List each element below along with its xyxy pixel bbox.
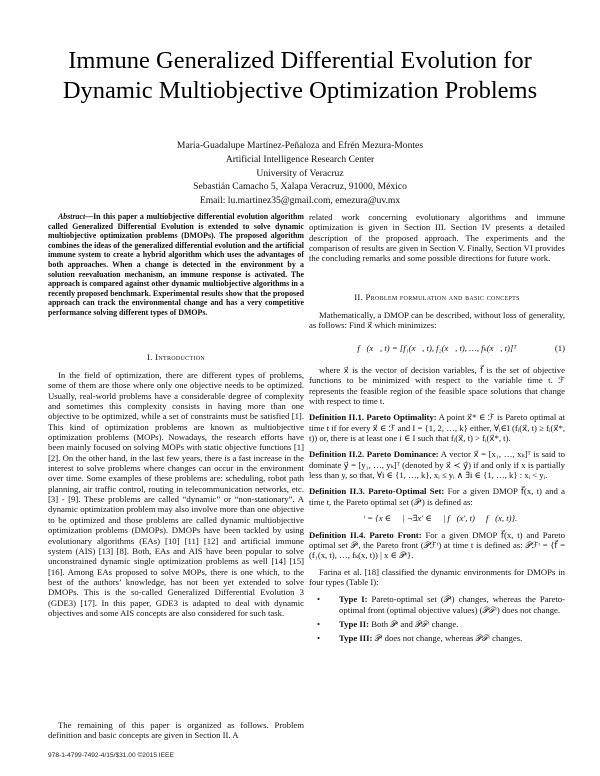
- affiliation-1: Artificial Intelligence Research Center: [225, 154, 375, 166]
- definition-1-text: A point x⃗* ∈ ℱ is Pareto optimal at time t if for every x⃗ ∈ ℱ and I = {1, 2, …, k} either, ∀ᵢ∈I (fᵢ(x⃗, t) ≥ fᵢ(x⃗*, t)) or, there is at least one i ∈ I such that fᵢ(x⃗, t) > fᵢ(x⃗*, t).: [309, 412, 565, 444]
- type-2-text: Both 𝒫ᵗ and 𝒫ℱᵗ change.: [369, 618, 459, 629]
- author-email: Email: lu.martinez35@gmail.com, emezura@uv.mx: [199, 194, 401, 206]
- section-1-para-2-right: [309, 212, 565, 264]
- equation-1-explanation: where x⃗ is the vector of decision variables, f⃗ is the set of objective functions to be minimized with respect to the variable time t. ℱ represents the feasible region of the feasible space solutions that change with respect to time t.: [309, 365, 565, 407]
- type-1-label: Type I:: [339, 594, 368, 605]
- copyright-footer: 978-1-4799-7492-4/15/$31.00 ©2015 IEEE: [48, 752, 174, 759]
- list-item: [309, 619, 565, 629]
- dmop-intro: Mathematically, a DMOP can be described, without loss of generality, as follows: Find x⃗ which minimizes:: [309, 310, 565, 331]
- author-block: [0, 139, 600, 207]
- bullet-icon: •: [317, 594, 321, 605]
- section-1-heading: I. Introduction: [147, 352, 205, 362]
- title-line-2: Dynamic Multiobjective Optimization Problems: [62, 77, 538, 104]
- abstract-text: —In this paper a multiobjective differential evolution algorithm called Generalized Differential Evolution is extended to solve dynamic multiobjective optimization problems (DMOPs). The proposed algorithm combines the ideas of the generalized differential evolution and the artificial immune system to create a hybrid algorithm which uses the advantages of both approaches. When a change is detected in the environment by a solution reevaluation mechanism, an immune response is activated. The approach is compared against other dynamic multiobjective algorithms in a recently proposed benchmark. Experimental results show that the proposed approach can track the environmental change and has a very competitive performance solving different types of DMOPs.: [48, 212, 304, 317]
- section-2-heading: II. Problem formulation and basic concepts: [354, 292, 520, 302]
- type-3-label: Type III:: [339, 633, 373, 644]
- paper-title: [0, 46, 600, 106]
- definition-2-label: Definition II.2. Pareto Dominance:: [309, 449, 439, 460]
- bullet-icon: •: [317, 633, 321, 644]
- definition-pareto-optimality: [309, 412, 565, 443]
- list-item: [309, 594, 565, 615]
- definition-3-label: Definition II.3. Pareto-Optimal Set:: [309, 486, 445, 497]
- equation-1-formula: f⃗(x⃗, t) = [f₁(x⃗, t), f₂(x⃗, t), …, fₖ(x⃗, t)]ᵀ: [357, 342, 517, 353]
- type-1-text: Pareto-optimal set (𝒫ᵗ) changes, whereas the Pareto-optimal front (optimal objective values) (𝒫ℱᵗ) does not change.: [339, 594, 565, 615]
- intro-paragraph-2-start: The remaining of this paper is organized as follows. Problem definition and basic concepts are given in Section II. A: [48, 720, 304, 741]
- author-names: María-Guadalupe Martínez-Peñaloza and Efrén Mezura-Montes: [176, 140, 424, 151]
- bullet-icon: •: [317, 618, 321, 629]
- intro-paragraph-1: In the field of optimization, there are different types of problems, some of them are those where only one objective needs to be optimized. Usually, real-world problems have a considerable degree of complexity and sometimes this complexity consists in having more than one objective to be optimized, while a set of constraints must be satisfied [1]. This kind of optimization problems are known as multiobjective optimization problems (MOPs). Nowadays, the research efforts have been mainly focused on solving MOPs with static objective functions [1] [2]. On the other hand, in the last few years, there is a fast increase in the interest to solve problems where changes can occur in the environment over time. Some examples of these problems are: scheduling, robot path planning, air traffic control, routing in telecommunication networks, etc. [3] - [9]. These problems are called “dynamic” or “non-stationary”. A dynamic optimization problem may also involve more than one objective to be optimized and those problems are called dynamic multiobjective optimization problems (DMOPs). DMOPs have been tackled by using evolutionary algorithms (EAs) [10] [11] [12] and artificial immune system (AIS) [13] [8]. Both, EAs and AIS have been popular to solve unconstrained dynamic single optimization problems as well [14] [15] [16]. Among EAs proposed to solve MOPs, there is one which, to the best of the authors’ knowledge, has not been yet extended to solve DMOPs. This is the so-called Generalized Differential Evolution 3 (GDE3) [17]. In this paper, GDE3 is adapted to deal with dynamic objectives and some AIS concepts are also considered for such task.: [48, 370, 304, 618]
- list-item: [309, 633, 565, 643]
- abstract-label: Abstract: [58, 212, 86, 221]
- dmop-type-list: [309, 594, 565, 643]
- type-3-text: 𝒫ᵗ does not change, whereas 𝒫ℱᵗ changes.: [372, 633, 523, 644]
- farina-paragraph: Farina et al. [18] classified the dynamic environments for DMOPs in four types (Table I):: [309, 566, 565, 587]
- section-1-body: [48, 370, 304, 618]
- equation-2: 𝒫ᵗ = {x ∈ ℱ | ¬∃x′ ∈ ℱ | f⃗(x′, t) ≺ f⃗(x, t)}.: [356, 513, 518, 524]
- definition-1-label: Definition II.1. Pareto Optimality:: [309, 412, 437, 423]
- title-line-1: Immune Generalized Differential Evolution for: [68, 47, 532, 74]
- definition-pareto-front: [309, 530, 565, 561]
- section-1-para-2-left: [48, 720, 304, 741]
- definition-3-text: For a given DMOP f⃗(x, t) and a time t, the Pareto optimal set (𝒫ᵗ) is defined as:: [309, 486, 565, 507]
- definition-4-label: Definition II.4. Pareto Front:: [309, 529, 422, 540]
- type-2-label: Type II:: [339, 618, 370, 629]
- equation-1-number: (1): [554, 342, 565, 353]
- definition-2-text: A vector x⃗ = [x₁, …, xₖ]ᵀ is said to dominate y⃗ = [y₁, …, yₖ]ᵀ (denoted by x⃗ ≺ y⃗) if and only if x is partially less than y, so that, ∀i ∈ {1, …, k}, xᵢ ≤ yᵢ ∧ ∃i ∈ {1, …, k} : xᵢ < yᵢ.: [309, 449, 565, 481]
- equation-1: [309, 343, 565, 353]
- definition-pareto-dominance: [309, 449, 565, 480]
- affiliation-2: University of Veracruz: [256, 167, 344, 179]
- section-2-body: [309, 310, 565, 648]
- affiliation-3: Sebastián Camacho 5, Xalapa Veracruz, 91000, México: [193, 181, 407, 193]
- intro-paragraph-2-end: related work concerning evolutionary algorithms and immune optimization is given in Section III. Section IV presents a detailed description of the proposed approach. The experiments and the comparison of results are given in Section V. Finally, Section VI provides the concluding remarks and some possible directions for future work.: [309, 212, 565, 264]
- abstract: [48, 212, 304, 318]
- definition-4-text: For a given DMOP f⃗(x, t) and Pareto optimal set 𝒫ᵗ, the Pareto front (𝒫ℱᵗ) at time t is defined as: 𝒫ℱᵗ = {f⃗ = (f₁(x, t), …, fₖ(x, t)) | x ∈ 𝒫ᵗ}.: [309, 529, 565, 561]
- definition-pareto-optimal-set: [309, 486, 565, 507]
